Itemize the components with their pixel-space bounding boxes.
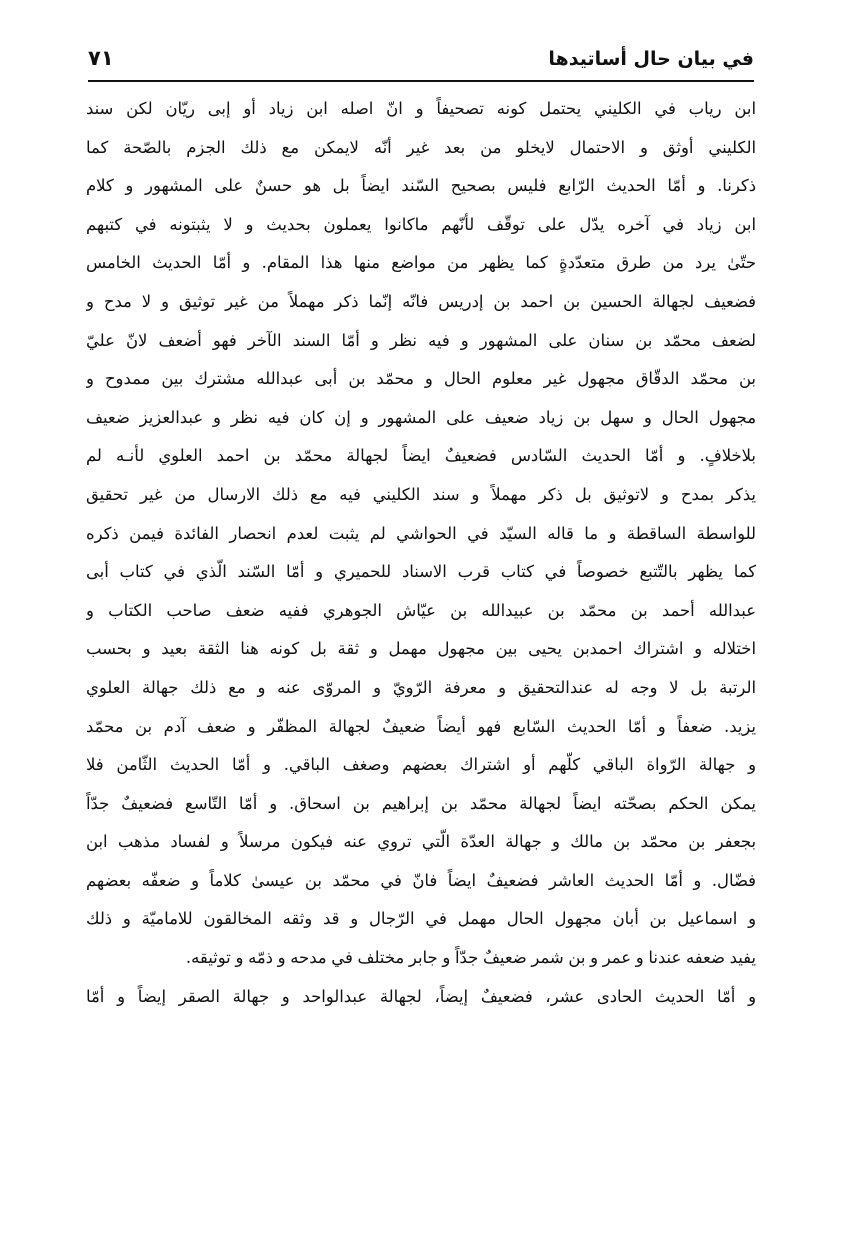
text-line: ابن رياب في الكليني يحتمل كونه تصحيفاً و انّ اصله ابن زياد أو إبى ريّان لكن سند <box>86 99 756 118</box>
text-line: بلاخلافٍ. و أمّا الحديث السّادس فضعيفٌ ايضاً لجهالة محمّد بن احمد العلوي لأنـه لم <box>86 446 756 466</box>
text-line: فضعيف لجهالة الحسين بن احمد بن إدريس فانّه إنّما ذكر مهملاً من غير توثيق و لا مدح و <box>86 291 756 311</box>
text-line: يزيد. ضعفاً و أمّا الحديث السّابع فهو أيضاً ضعيفٌ لجهالة المظفّر و ضعف آدم بن محمّد <box>86 716 756 736</box>
text-line: حتّىٰ يرد من طرق متعدّدةٍ كما يظهر من مواضع منها هذا المقام. و أمّا الحديث الخامس <box>86 253 756 273</box>
text-line: و أمّا الحديث الحادى عشر، فضعيفٌ إيضاً، لجهالة عبدالواحد و جهالة الصقر إيضاً و أمّا <box>86 986 756 1006</box>
text-line: للواسطة الساقطة و ما قاله السيّد في الحواشي لم يثبت لعدم انحصار الفائدة فيمن ذكره <box>86 523 756 543</box>
text-line: مجهول الحال و سهل بن زياد ضعيف على المشهور و إن كان فيه نظر و عبدالعزيز ضعيف <box>86 407 756 427</box>
text-line: الرتبة بل لا وجه له عندالتحقيق و معرفة الرّويّ و المروّى عنه و مع ذلك جهالة العلوي <box>86 677 756 697</box>
body-text <box>86 90 756 1016</box>
text-line: يمكن الحكم بصحّته ايضاً لجهالة محمّد بن إبراهيم بن اسحاق. و أمّا التّاسع فضعيفٌ جدّاً <box>86 793 756 813</box>
text-line: و اسماعيل بن أبان مجهول الحال مهمل في الرّجال و قد وثقه المخالقون للاماميّة و ذلك <box>86 909 756 929</box>
text-line: فضّال. و أمّا الحديث العاشر فضعيفٌ ايضاً فانّ في محمّد بن عيسىٰ كلاماً و ضعفّه بعضهم <box>86 870 756 890</box>
text-line: الكليني أوثق و الاحتمال لايخلو من بعد غير أنّه لايمكن مع ذلك الجزم بالصّحة كما <box>86 137 756 157</box>
text-line: ذكرنا. و أمّا الحديث الرّابع فليس بصحيح السّند ايضاً بل هو حسنٌ على المشهور و كلام <box>86 176 756 196</box>
running-title: في بيان حال أساتيدها <box>548 48 754 70</box>
text-line: ابن زياد في آخره يدّل على توقّف لأنّهم ماكانوا يعملون بحديث و لا يثبتونه في كتبهم <box>86 214 756 234</box>
text-line: بن محمّد الدقّاق مجهول غير معلوم الحال و محمّد بن أبى عبدالله مشترك بين ممدوح و <box>86 369 756 389</box>
text-line: لضعف محمّد بن سنان على المشهور و فيه نظر و أمّا السند الآخر فهو أضعف لانّ عليّ <box>86 330 756 350</box>
text-line: اختلاله و اشتراك احمدبن يحيى بين مجهول مهمل و ثقة بل كونه هنا الثقة بعيد و بحسب <box>86 639 756 659</box>
text-line: و جهالة الرّواة الباقي كلّهم أو اشتراك بعضهم وصغف الباقي. و أمّا الحديث الثّامن فلا <box>86 755 756 775</box>
text-line: يذكر بمدح و لاتوثيق بل ذكر مهملاً و سند الكليني فيه مع ذلك الارسال من غير تحقيق <box>86 484 756 504</box>
page-header <box>88 40 754 80</box>
text-line: كما يظهر بالتّتبع خصوصاً في كتاب قرب الاسناد للحميري و أمّا السّند الّذي في كتاب أبى <box>86 562 756 582</box>
page-number: ٧١ <box>88 46 114 70</box>
text-line: بجعفر بن محمّد بن مالك و جهالة العدّة الّتي تروي عنه فيكون مرسلاً و لفساد مذهب ابن <box>86 832 756 852</box>
text-line: عبدالله أحمد بن محمّد بن عبيدالله بن عيّاش الجوهري ففيه ضعف صاحب الكتاب و <box>86 600 756 620</box>
text-line: يفيد ضعفه عندنا و عمر و بن شمر ضعيفٌ جدّاً و جابر مختلف في مدحه و ذمّه و توثيقه. <box>185 948 756 968</box>
header-rule <box>88 80 754 82</box>
